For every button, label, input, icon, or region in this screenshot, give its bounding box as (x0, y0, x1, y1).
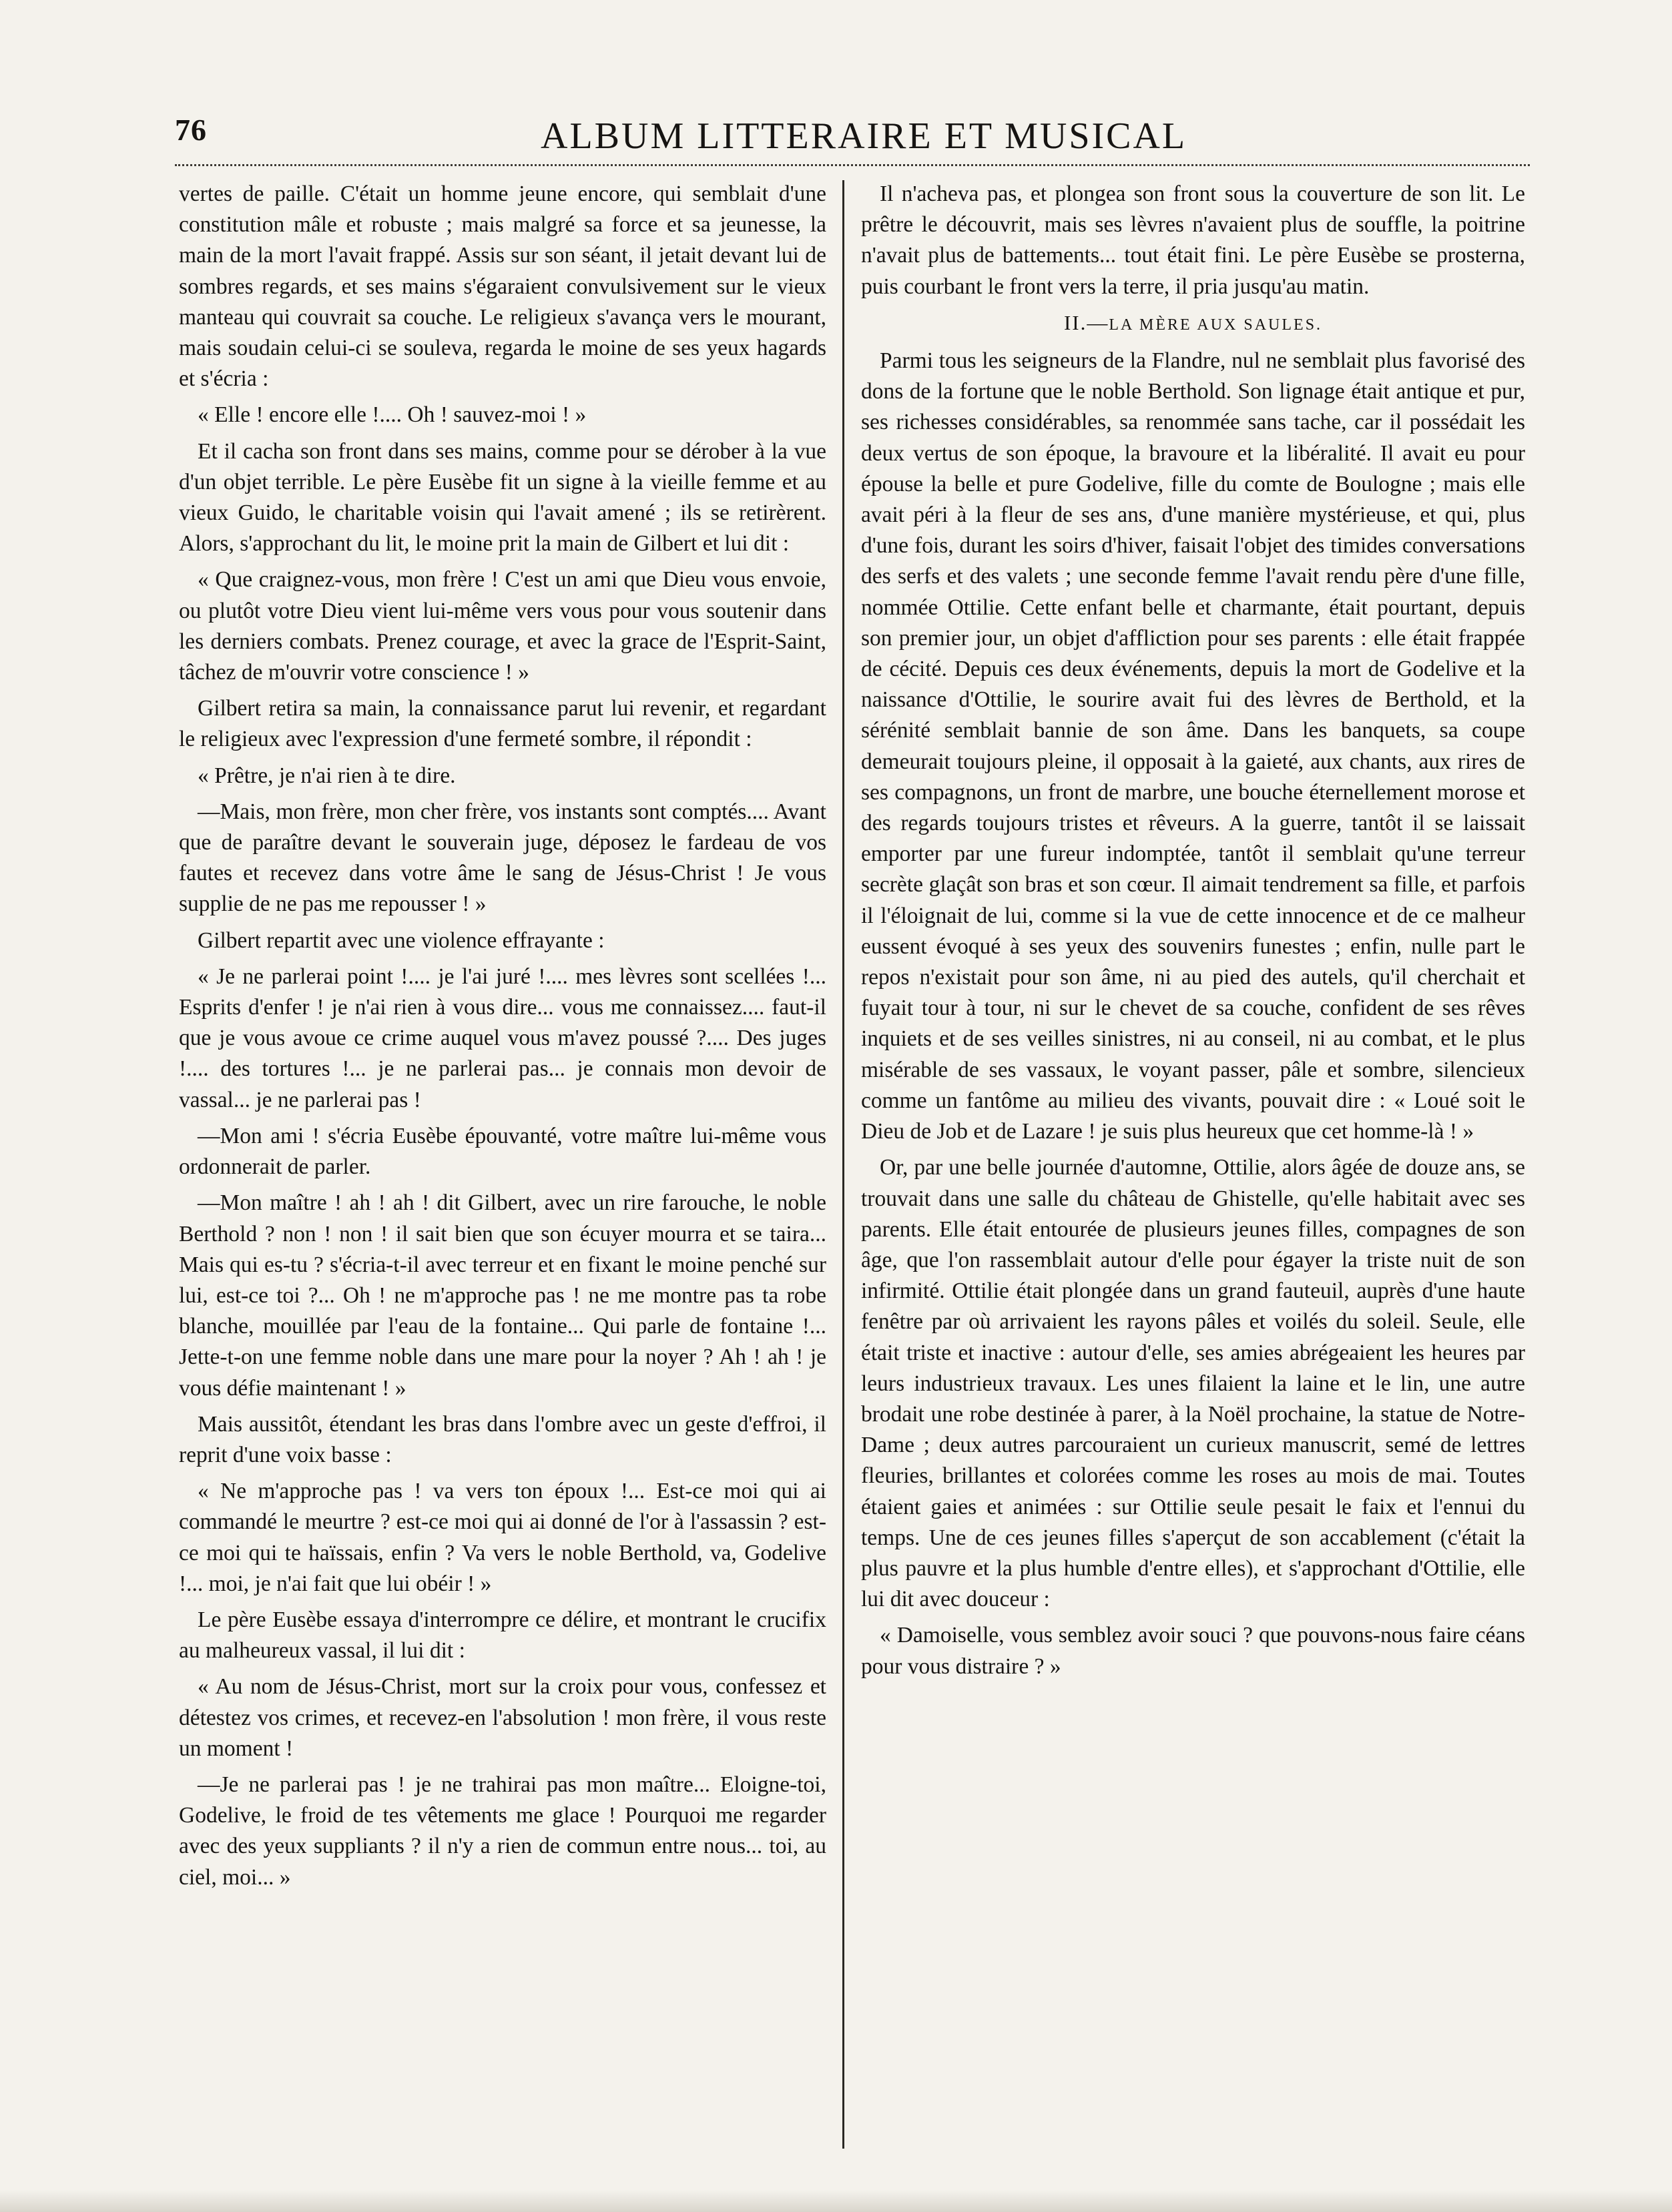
page-number: 76 (175, 113, 207, 147)
paragraph: —Mon maître ! ah ! ah ! dit Gilbert, avec un rire farouche, le noble Berthold ? non ! non ! il sait bien que son écuyer mourra et se taira... Mais qui es-tu ? s'écria-t-il avec terreur et en fixant le moine penché sur lui, est-ce toi ?... Oh ! ne m'approche pas ! ne me montre pas ta robe blanche, mouillée par l'eau de la fontaine... Qui parle de fontaine !... Jette-t-on une femme noble dans une mare pour la noyer ? Ah ! ah ! je vous défie maintenant ! » (179, 1190, 826, 1401)
section-numeral: II.— (1063, 310, 1109, 334)
paragraph: Il n'acheva pas, et plongea son front sous la couverture de son lit. Le prêtre le découvrit, mais ses lèvres n'avaient plus de souffle, la poitrine n'avait plus de battements... tout était fini. Le père Eusèbe se prosterna, puis courbant le front vers la terre, il pria jusqu'au matin. (861, 181, 1525, 299)
running-title: ALBUM LITTERAIRE ET MUSICAL (541, 115, 1187, 157)
paragraph: Or, par une belle journée d'automne, Ottilie, alors âgée de douze ans, se trouvait dans une salle du château de Ghistelle, qu'elle habitait avec ses parents. Elle était entourée de plusieurs jeunes filles, compagnes de son âge, que l'on rassemblait autour d'elle pour égayer la triste nuit de son infirmité. Ottilie était plongée dans un grand fauteuil, auprès d'une haute fenêtre par où arrivaient les rayons pâles et voilés du soleil. Seule, elle était triste et inactive : autour d'elle, ses amies abrégeaient les heures par leurs industrieux travaux. Les unes filaient la laine et le lin, une autre brodait une robe destinée à parer, à la Noël prochaine, la statue de Notre-Dame ; deux autres parcouraient un curieux manuscrit, semé de lettres fleuries, brillantes et colorées comme les roses au mois de mai. Toutes étaient gaies et animées : sur Ottilie seule pesait le faix et l'ennui du temps. Une de ces jeunes filles s'aperçut de son accablement (c'était la plus pauvre et la plus humble d'entre elles), et s'approchant d'Ottilie, elle lui dit avec douceur : (861, 1155, 1525, 1612)
paragraph: —Je ne parlerai pas ! je ne trahirai pas mon maître... Eloigne-toi, Godelive, le froid de tes vêtements me glace ! Pourquoi me regarder avec des yeux suppliants ? il n'y a rien de commun entre nous... toi, au ciel, moi... » (179, 1772, 826, 1890)
paragraph: « Elle ! encore elle !.... Oh ! sauvez-moi ! » (198, 402, 587, 428)
column-divider (842, 180, 844, 2149)
paragraph: —Mon ami ! s'écria Eusèbe épouvanté, votre maître lui-même vous ordonnerait de parler. (179, 1123, 826, 1180)
paragraph: « Prêtre, je n'ai rien à te dire. (198, 763, 456, 788)
right-column (861, 179, 1525, 2141)
paragraph: « Je ne parlerai point !.... je l'ai juré !.... mes lèvres sont scellées !... Esprits d'enfer ! je n'ai rien à vous dire... vous me connaissez.... faut-il que je vous avoue ce crime auquel vous m'avez poussé ?.... Des juges !.... des tortures !... je ne parlerai pas... je connais mon devoir de vassal... je ne parlerai pas ! (179, 964, 826, 1112)
paragraph: « Damoiselle, vous semblez avoir souci ? que pouvons-nous faire céans pour vous distraire ? » (861, 1623, 1525, 1679)
paragraph: Mais aussitôt, étendant les bras dans l'ombre avec un geste d'effroi, il reprit d'une voix basse : (179, 1411, 826, 1467)
paragraph: Parmi tous les seigneurs de la Flandre, nul ne semblait plus favorisé des dons de la fortune que le noble Berthold. Son lignage était antique et pur, ses richesses considérables, sa renommée sans tache, car il possédait les deux vertus de son époque, la bravoure et la libéralité. Il avait eu pour épouse la belle et pure Godelive, fille du comte de Boulogne ; mais elle avait péri à la fleur de ses ans, d'une manière mystérieuse, et qui, plus d'une fois, durant les soirs d'hiver, faisait l'objet des timides conversations des serfs et des valets ; une seconde femme l'avait rendu père d'une fille, nommée Ottilie. Cette enfant belle et charmante, était pourtant, depuis son premier jour, un objet d'affliction pour ses parents : elle était frappée de cécité. Depuis ces deux événements, depuis la mort de Godelive et la naissance d'Ottilie, le sourire avait fui des lèvres de Berthold, et la sérénité semblait bannie de son âme. Dans les banquets, sa coupe demeurait toujours pleine, il opposait à la gaieté, aux chants, aux rires de ses compagnons, un front de marbre, une bouche éternellement morose et des regards toujours tristes et rêveurs. A la guerre, tantôt il se laissait emporter par une fureur indomptée, tantôt il semblait qu'une terreur secrète glaçât son bras et son cœur. Il aimait tendrement sa fille, et parfois il l'éloignait de lui, comme si la vue de cette innocence et de ce malheur eussent évoqué à ses yeux des souvenirs funestes ; enfin, nulle part le repos n'existait pour son âme, ni au pied des autels, qu'il cherchait et fuyait tour à tour, ni sur le chevet de sa couche, confident de ses rêves inquiets et de ses veilles sinistres, ni au conseil, ni au combat, et le plus misérable de ses vassaux, le voyant passer, pâle et sombre, silencieux comme un fantôme au milieu des vivants, pouvait dire : « Loué soit le Dieu de Job et de Lazare ! je suis plus heureux que cet homme-là ! » (861, 348, 1525, 1144)
section-heading (861, 308, 1525, 340)
header-rule (175, 164, 1530, 170)
page-bottom-edge (0, 2190, 1672, 2212)
section-title: LA MÈRE AUX SAULES. (1109, 316, 1323, 334)
paragraph: vertes de paille. C'était un homme jeune encore, qui semblait d'une constitution mâle et robuste ; mais malgré sa force et sa jeunesse, la main de la mort l'avait frappé. Assis sur son séant, il jetait devant lui de sombres regards, et ses mains s'égaraient convulsivement sur le vieux manteau qui couvrait sa couche. Le religieux s'avança vers le mourant, mais soudain celui-ci se souleva, regarda le moine de ses yeux hagards et s'écria : (179, 181, 826, 392)
left-column (179, 179, 826, 2141)
paragraph: Et il cacha son front dans ses mains, comme pour se dérober à la vue d'un objet terrible. Le père Eusèbe fit un signe à la vieille femme et au vieux Guido, le charitable voisin qui l'avait amené ; ils se retirèrent. Alors, s'approchant du lit, le moine prit la main de Gilbert et lui dit : (179, 438, 826, 557)
paragraph: « Que craignez-vous, mon frère ! C'est un ami que Dieu vous envoie, ou plutôt votre Dieu vient lui-même vers vous pour vous soutenir dans les derniers combats. Prenez courage, et avec la grace de l'Esprit-Saint, tâchez de m'ouvrir votre conscience ! » (179, 567, 826, 685)
paragraph: Le père Eusèbe essaya d'interrompre ce délire, et montrant le crucifix au malheureux vassal, il lui dit : (179, 1607, 826, 1664)
paragraph: « Au nom de Jésus-Christ, mort sur la croix pour vous, confessez et détestez vos crimes, et recevez-en l'absolution ! mon frère, il vous reste un moment ! (179, 1674, 826, 1761)
paragraph: « Ne m'approche pas ! va vers ton époux !... Est-ce moi qui ai commandé le meurtre ? est-ce moi qui ai donné de l'or à l'assassin ? est-ce moi qui te haïssais, enfin ? Va vers le noble Berthold, va, Godelive !... moi, je n'ai fait que lui obéir ! » (179, 1479, 826, 1596)
paragraph: Gilbert repartit avec une violence effrayante : (198, 928, 605, 953)
paragraph: Gilbert retira sa main, la connaissance parut lui revenir, et regardant le religieux avec l'expression d'une fermeté sombre, il répondit : (179, 696, 826, 752)
paragraph: —Mais, mon frère, mon cher frère, vos instants sont comptés.... Avant que de paraître devant le souverain juge, déposez le fardeau de vos fautes et recevez dans votre âme le sang de Jésus-Christ ! Je vous supplie de ne pas me repousser ! » (179, 799, 826, 917)
